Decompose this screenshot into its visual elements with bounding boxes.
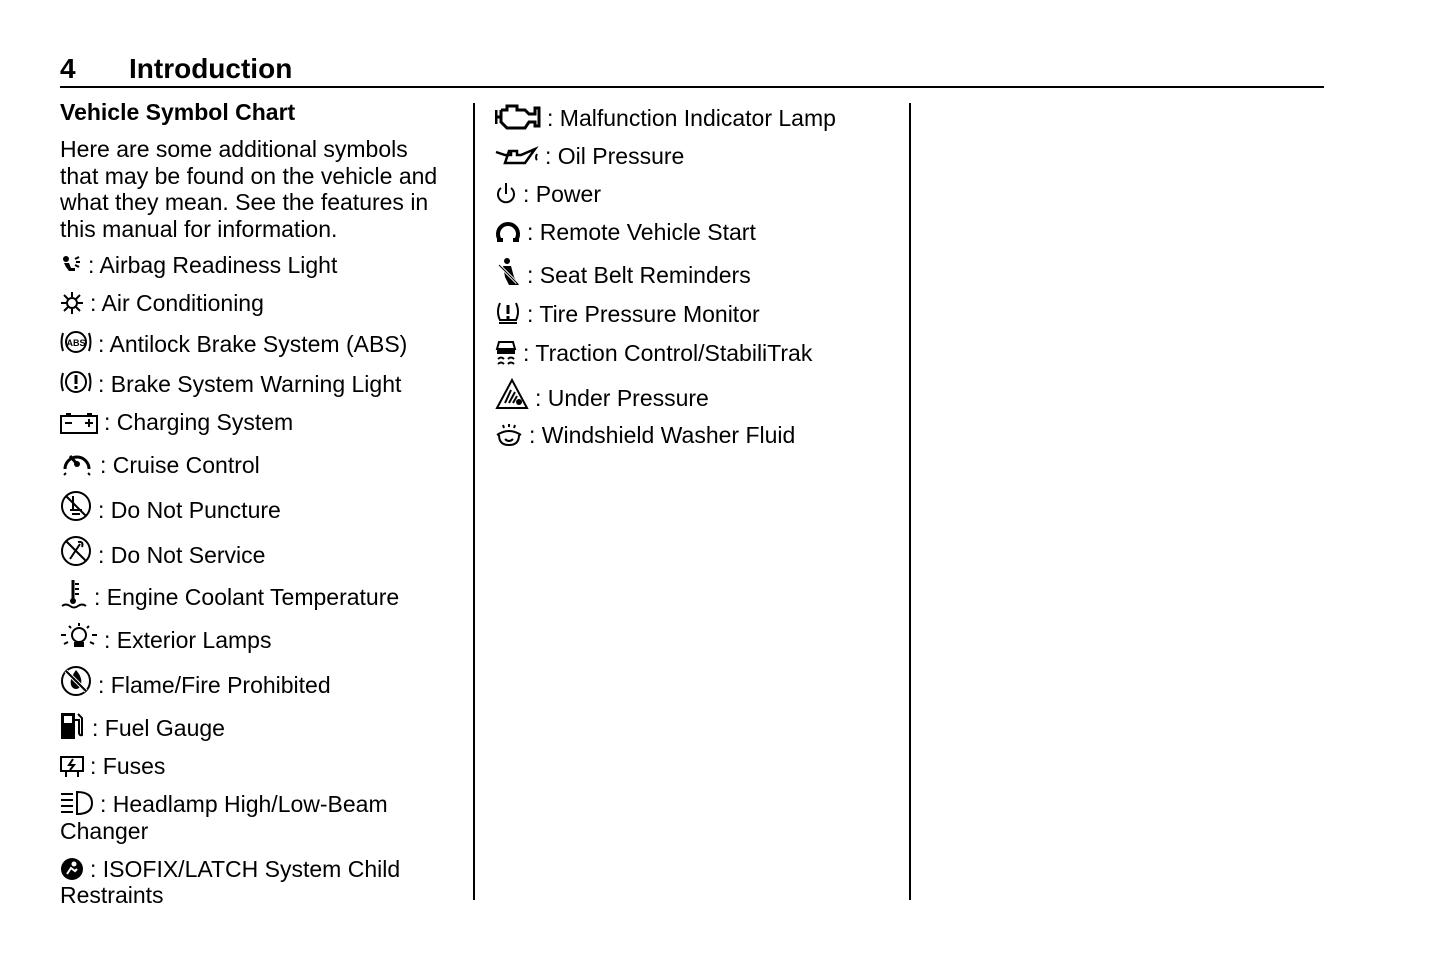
symbol-entry	[60, 447, 440, 479]
separator: :	[527, 300, 534, 327]
coolant-temperature-icon	[60, 579, 88, 609]
separator: :	[94, 584, 101, 611]
symbol-label: Charging System	[116, 409, 294, 436]
separator: :	[100, 451, 107, 478]
column-divider	[473, 103, 475, 900]
symbol-entry	[60, 290, 440, 317]
remote-start-icon	[495, 218, 521, 244]
separator: :	[90, 855, 97, 882]
symbol-label: Tire Pressure Monitor	[539, 300, 760, 327]
symbol-label: ISOFIX/LATCH System Child Restraints	[60, 855, 401, 909]
fuel-gauge-icon	[60, 710, 86, 740]
chapter-title: Introduction	[129, 53, 293, 84]
washer-fluid-icon	[495, 423, 523, 447]
symbol-entry	[60, 409, 440, 436]
symbol-label: Fuel Gauge	[104, 714, 225, 741]
flame-prohibited-icon	[60, 665, 92, 697]
symbol-label: Do Not Service	[110, 541, 266, 568]
separator: :	[100, 791, 107, 818]
symbol-label: Fuses	[102, 752, 166, 779]
symbol-entry	[60, 490, 440, 524]
separator: :	[90, 752, 97, 779]
symbol-label: Antilock Brake System (ABS)	[109, 330, 408, 357]
air-conditioning-icon	[60, 291, 84, 315]
svg-text:ABS: ABS	[66, 337, 86, 348]
airbag-icon	[60, 255, 82, 277]
symbol-entry	[60, 790, 440, 844]
separator: :	[547, 105, 554, 131]
separator: :	[98, 671, 105, 698]
symbol-entry	[60, 579, 440, 611]
symbol-column-1	[60, 98, 440, 920]
section-title: Vehicle Symbol Chart	[60, 99, 296, 125]
separator: :	[98, 496, 105, 523]
symbol-entry	[60, 856, 440, 909]
separator: :	[98, 371, 105, 398]
symbol-entry	[60, 328, 440, 358]
separator: :	[527, 219, 534, 246]
child-restraint-icon	[60, 857, 84, 881]
section-intro: Here are some additional symbols that may be found on the vehicle and what they mean. See the features in this manual for information.	[60, 136, 438, 242]
symbol-label: Brake System Warning Light	[110, 371, 402, 398]
seat-belt-icon	[495, 257, 521, 287]
symbol-label: Cruise Control	[112, 451, 260, 478]
symbol-label: Do Not Puncture	[110, 496, 281, 523]
symbol-label: Traction Control/StabiliTrak	[535, 339, 813, 366]
separator: :	[88, 252, 95, 278]
symbol-label: Seat Belt Reminders	[539, 262, 751, 289]
separator: :	[90, 289, 97, 316]
symbol-label: Headlamp High/Low-Beam Changer	[60, 791, 388, 844]
symbol-label: Airbag Readiness Light	[99, 252, 338, 278]
traction-control-icon	[495, 339, 517, 365]
symbol-label: Air Conditioning	[101, 289, 264, 316]
separator: :	[529, 422, 536, 449]
separator: :	[104, 409, 111, 436]
symbol-label: Remote Vehicle Start	[539, 219, 756, 246]
symbol-entry	[495, 218, 895, 246]
symbol-column-2	[495, 102, 895, 460]
symbol-label: Exterior Lamps	[116, 627, 272, 654]
exterior-lamps-icon	[60, 622, 98, 652]
symbol-label: Engine Coolant Temperature	[106, 584, 400, 611]
separator: :	[98, 541, 105, 568]
separator: :	[535, 384, 542, 411]
symbol-entry	[495, 257, 895, 289]
symbol-label: Power	[535, 180, 601, 207]
symbol-entry	[495, 102, 895, 132]
symbol-label: Under Pressure	[547, 384, 709, 411]
symbol-label: Flame/Fire Prohibited	[110, 671, 331, 698]
symbol-label: Oil Pressure	[557, 142, 685, 169]
separator: :	[523, 180, 530, 207]
symbol-entry	[60, 665, 440, 699]
symbol-entry	[495, 143, 895, 170]
battery-icon	[60, 412, 98, 434]
separator: :	[545, 142, 552, 169]
symbol-entry	[60, 753, 440, 780]
separator: :	[104, 627, 111, 654]
cruise-control-icon	[60, 447, 94, 477]
separator: :	[98, 330, 105, 357]
separator: :	[92, 714, 99, 741]
symbol-entry	[60, 252, 440, 279]
separator: :	[527, 262, 534, 289]
tire-pressure-icon	[495, 300, 521, 326]
symbol-entry	[495, 181, 895, 208]
do-not-service-icon	[60, 535, 92, 567]
symbol-entry	[60, 535, 440, 569]
oil-can-icon	[495, 146, 539, 168]
fuses-icon	[60, 756, 84, 778]
under-pressure-icon	[495, 378, 529, 410]
symbol-entry	[60, 710, 440, 742]
engine-icon	[495, 102, 541, 130]
symbol-entry	[495, 378, 895, 412]
brake-warning-icon	[60, 368, 92, 396]
symbol-entry	[495, 300, 895, 328]
power-icon	[495, 182, 517, 206]
symbol-entry	[495, 339, 895, 367]
symbol-label: Windshield Washer Fluid	[541, 422, 796, 449]
separator: :	[523, 339, 530, 366]
symbol-entry	[495, 422, 895, 449]
symbol-entry	[60, 368, 440, 398]
headlamp-beam-icon	[60, 790, 94, 816]
symbol-label: Malfunction Indicator Lamp	[559, 105, 836, 131]
page-number: 4	[60, 53, 76, 84]
do-not-puncture-icon	[60, 490, 92, 522]
column-divider	[909, 103, 911, 900]
page-header	[60, 52, 1324, 88]
symbol-entry	[60, 622, 440, 654]
abs-icon	[60, 328, 92, 356]
